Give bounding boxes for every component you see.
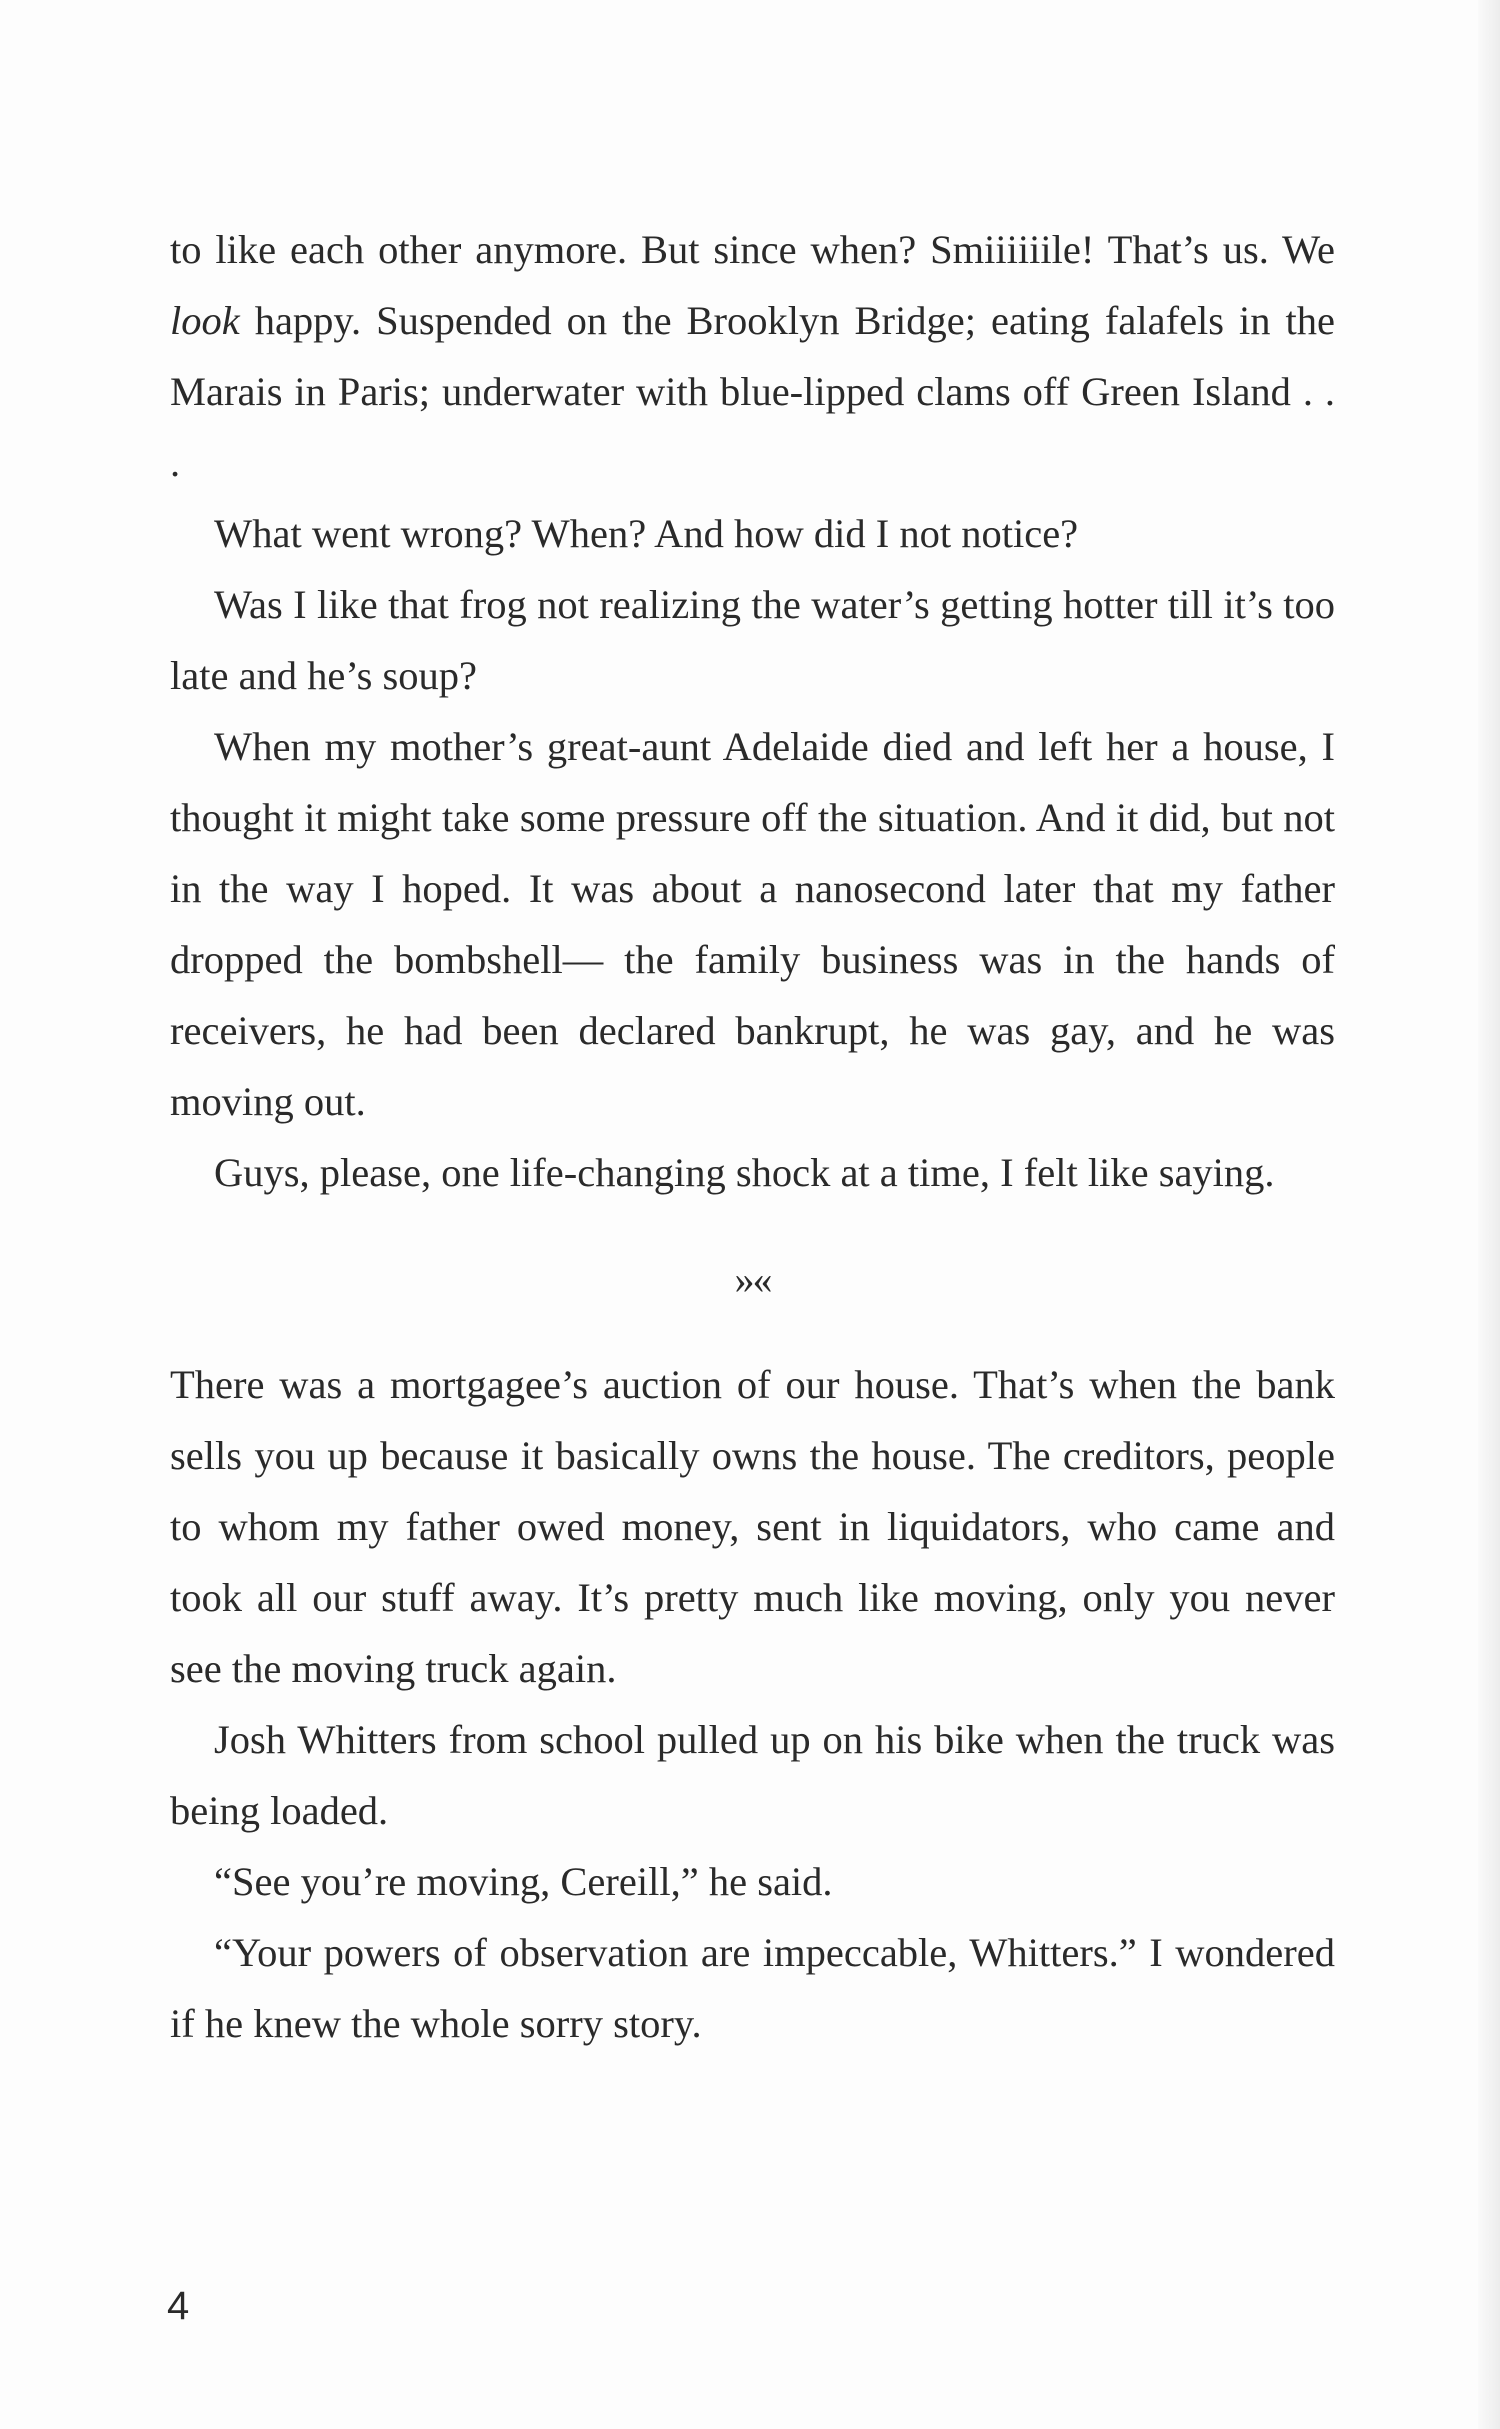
body-text: [170, 214, 1335, 2059]
italic-text-run: look: [170, 298, 240, 343]
text-run: “See you’re moving, Cereill,” he said.: [214, 1859, 833, 1904]
paragraph: [170, 1846, 1335, 1917]
section-two: [170, 1349, 1335, 2059]
paragraph: [170, 498, 1335, 569]
paragraph: [170, 1704, 1335, 1846]
paragraph: [170, 569, 1335, 711]
text-run: What went wrong? When? And how did I not notice?: [214, 511, 1079, 556]
text-run: Was I like that frog not realizing the water’s getting hotter till it’s too late and he’s soup?: [170, 582, 1335, 698]
paragraph: [170, 1349, 1335, 1704]
text-run: Josh Whitters from school pulled up on his bike when the truck was being loaded.: [170, 1717, 1335, 1833]
section-break-ornament: »«: [734, 1257, 771, 1302]
paragraph: [170, 1137, 1335, 1208]
text-run: “Your powers of observation are impeccable, Whitters.” I wondered if he knew the whole sorry story.: [170, 1930, 1335, 2046]
page-edge-shadow: [1478, 0, 1500, 2429]
section-one: [170, 214, 1335, 1208]
text-run: There was a mortgagee’s auction of our house. That’s when the bank sells you up because it basically owns the house. The creditors, people to whom my father owed money, sent in liquidators, who came and took all our stuff away. It’s pretty much like moving, only you never see the moving truck again.: [170, 1362, 1335, 1691]
text-run: happy. Suspended on the Brooklyn Bridge; eating falafels in the Marais in Paris; underwater with blue-lipped clams off Green Island . . .: [170, 298, 1335, 485]
page-number: 4: [167, 2284, 190, 2328]
paragraph: [170, 711, 1335, 1137]
text-run: Guys, please, one life-changing shock at a time, I felt like saying.: [214, 1150, 1275, 1195]
text-run: to like each other anymore. But since when? Smiiiiiile! That’s us. We: [170, 227, 1335, 272]
text-run: When my mother’s great-aunt Adelaide died and left her a house, I thought it might take some pressure off the situation. And it did, but not in the way I hoped. It was about a nanosecond later that my father dropped the bombshell— the family business was in the hands of receivers, he had been declared bankrupt, he was gay, and he was moving out.: [170, 724, 1335, 1124]
paragraph: [170, 214, 1335, 498]
paragraph: [170, 1917, 1335, 2059]
